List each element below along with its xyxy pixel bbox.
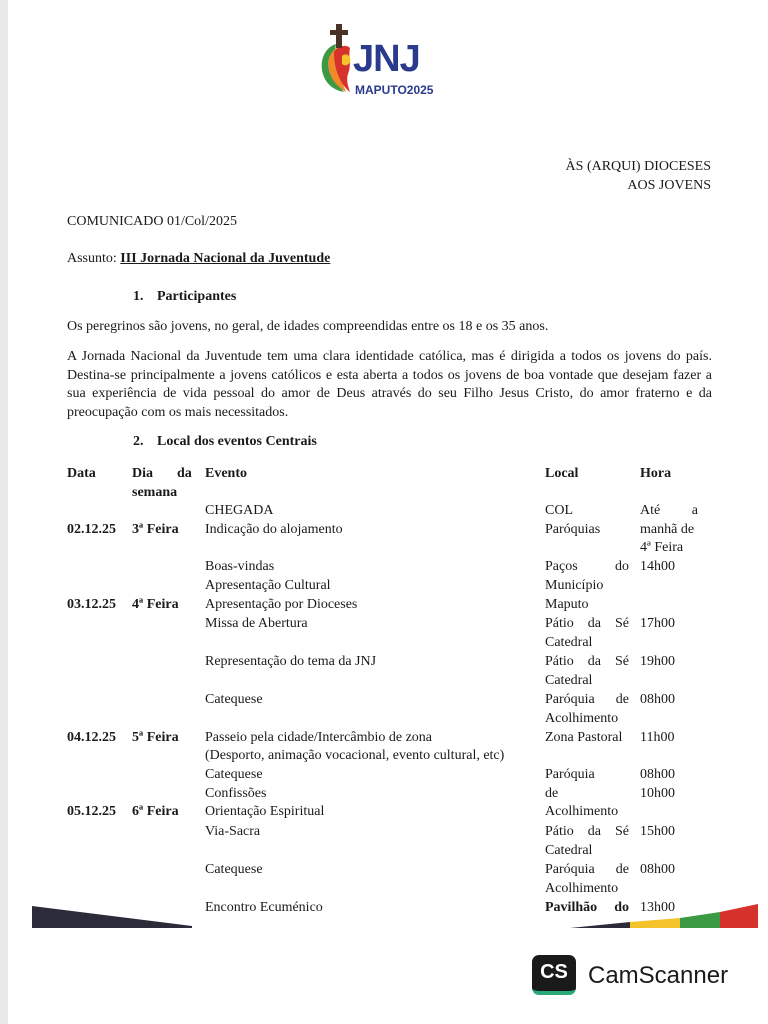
time-cell: 14h00 bbox=[640, 559, 675, 574]
event-cell: CHEGADA bbox=[205, 503, 274, 518]
event-cell: (Desporto, animação vocacional, evento cultural, etc) bbox=[205, 748, 505, 763]
footer-stripe-right bbox=[570, 898, 760, 930]
place-cell: Paços do bbox=[545, 559, 629, 574]
time-cell: manhã de bbox=[640, 522, 695, 537]
event-cell: Encontro Ecuménico bbox=[205, 900, 323, 915]
camscanner-label: CamScanner bbox=[588, 962, 729, 989]
place-cell: Acolhimento bbox=[545, 881, 619, 896]
event-cell: Orientação Espiritual bbox=[205, 804, 325, 819]
subject-line bbox=[67, 250, 330, 268]
place-cell: Catedral bbox=[545, 843, 593, 858]
logo-subtitle: MAPUTO2025 bbox=[355, 83, 434, 97]
time-cell: 08h00 bbox=[640, 692, 675, 707]
recipient-line-2: AOS JOVENS bbox=[627, 178, 711, 193]
header-place: Local bbox=[545, 466, 579, 481]
time-cell: 08h00 bbox=[640, 767, 675, 782]
day-cell: 5ª Feira bbox=[132, 730, 179, 745]
scan-edge bbox=[0, 0, 8, 1024]
place-cell: de bbox=[545, 786, 559, 801]
header-date: Data bbox=[67, 466, 96, 481]
day-cell: 4ª Feira bbox=[132, 597, 179, 612]
event-cell: Catequese bbox=[205, 692, 263, 707]
place-cell: Paróquia de bbox=[545, 692, 629, 707]
subject-value: III Jornada Nacional da Juventude bbox=[120, 251, 331, 266]
section-2-title: Local dos eventos Centrais bbox=[157, 434, 317, 449]
place-cell: Pátio da Sé bbox=[545, 654, 629, 669]
time-cell: 08h00 bbox=[640, 862, 675, 877]
event-cell: Catequese bbox=[205, 767, 263, 782]
event-cell: Apresentação por Dioceses bbox=[205, 597, 358, 612]
date-cell: 03.12.25 bbox=[67, 597, 116, 612]
header-day-2: da bbox=[177, 466, 192, 481]
camscanner-logo-icon: CS bbox=[532, 955, 576, 995]
place-cell: Paróquia bbox=[545, 767, 595, 782]
time-cell: 17h00 bbox=[640, 616, 675, 631]
event-cell: Indicação do alojamento bbox=[205, 522, 343, 537]
event-cell: Missa de Abertura bbox=[205, 616, 308, 631]
recipient-line-1: ÀS (ARQUI) DIOCESES bbox=[565, 159, 711, 174]
event-cell: Via-Sacra bbox=[205, 824, 261, 839]
event-cell: Apresentação Cultural bbox=[205, 578, 331, 593]
event-cell: Confissões bbox=[205, 786, 267, 801]
place-cell: Zona Pastoral bbox=[545, 730, 623, 745]
place-cell: Pátio da Sé bbox=[545, 824, 629, 839]
section-1-paragraph-2: A Jornada Nacional da Juventude tem uma clara identidade católica, mas é dirigida a todos os jovens do país. Destina-se principalmente a jovens católicos e esta aberta a todos os jovens de boa vontade que desejam fazer a sua experiência de vida pessoal do amor de Deus através do seu Filho Jesus Cristo, do amor fraterno e da preocupação com os mais necessitados. bbox=[67, 349, 712, 420]
place-cell: Acolhimento bbox=[545, 711, 619, 726]
place-cell: Acolhimento bbox=[545, 804, 619, 819]
time-cell: 19h00 bbox=[640, 654, 675, 669]
time-cell: 4ª Feira bbox=[640, 540, 684, 555]
event-cell: Boas-vindas bbox=[205, 559, 275, 574]
event-cell: Catequese bbox=[205, 862, 263, 877]
date-cell: 02.12.25 bbox=[67, 522, 116, 537]
section-1-paragraph-1: Os peregrinos são jovens, no geral, de idades compreendidas entre os 18 e os 35 anos. bbox=[67, 319, 549, 334]
footer-stripe-left bbox=[32, 898, 192, 930]
event-cell: Representação do tema da JNJ bbox=[205, 654, 377, 669]
camscanner-watermark bbox=[532, 955, 746, 999]
place-cell: Pavilhão do bbox=[545, 900, 629, 915]
section-2-number: 2. bbox=[133, 434, 144, 449]
day-cell: 6ª Feira bbox=[132, 804, 179, 819]
section-1-number: 1. bbox=[133, 289, 144, 304]
place-cell: Paróquia de bbox=[545, 862, 629, 877]
header-time: Hora bbox=[640, 466, 672, 481]
logo-title: JNJ bbox=[353, 38, 420, 80]
day-cell: 3ª Feira bbox=[132, 522, 179, 537]
place-cell: Pátio da Sé bbox=[545, 616, 629, 631]
header-event: Evento bbox=[205, 466, 247, 481]
time-cell: 13h00 bbox=[640, 900, 675, 915]
time-cell: 11h00 bbox=[640, 730, 675, 745]
section-1-title: Participantes bbox=[157, 289, 237, 304]
place-cell: Paróquias bbox=[545, 522, 601, 537]
subject-label: Assunto: bbox=[67, 251, 117, 266]
place-cell: COL bbox=[545, 503, 573, 518]
time-cell: Até a bbox=[640, 503, 698, 518]
time-cell: 15h00 bbox=[640, 824, 675, 839]
header-day-3: semana bbox=[132, 485, 178, 500]
place-cell: Catedral bbox=[545, 635, 593, 650]
place-cell: Maputo bbox=[545, 597, 589, 612]
header-day-1: Dia bbox=[132, 466, 153, 481]
reference-number: COMUNICADO 01/Col/2025 bbox=[67, 214, 237, 229]
time-cell: 10h00 bbox=[640, 786, 675, 801]
date-cell: 04.12.25 bbox=[67, 730, 116, 745]
place-cell: Município bbox=[545, 578, 604, 593]
place-cell: Catedral bbox=[545, 673, 593, 688]
event-cell: Passeio pela cidade/Intercâmbio de zona bbox=[205, 730, 433, 745]
date-cell: 05.12.25 bbox=[67, 804, 116, 819]
